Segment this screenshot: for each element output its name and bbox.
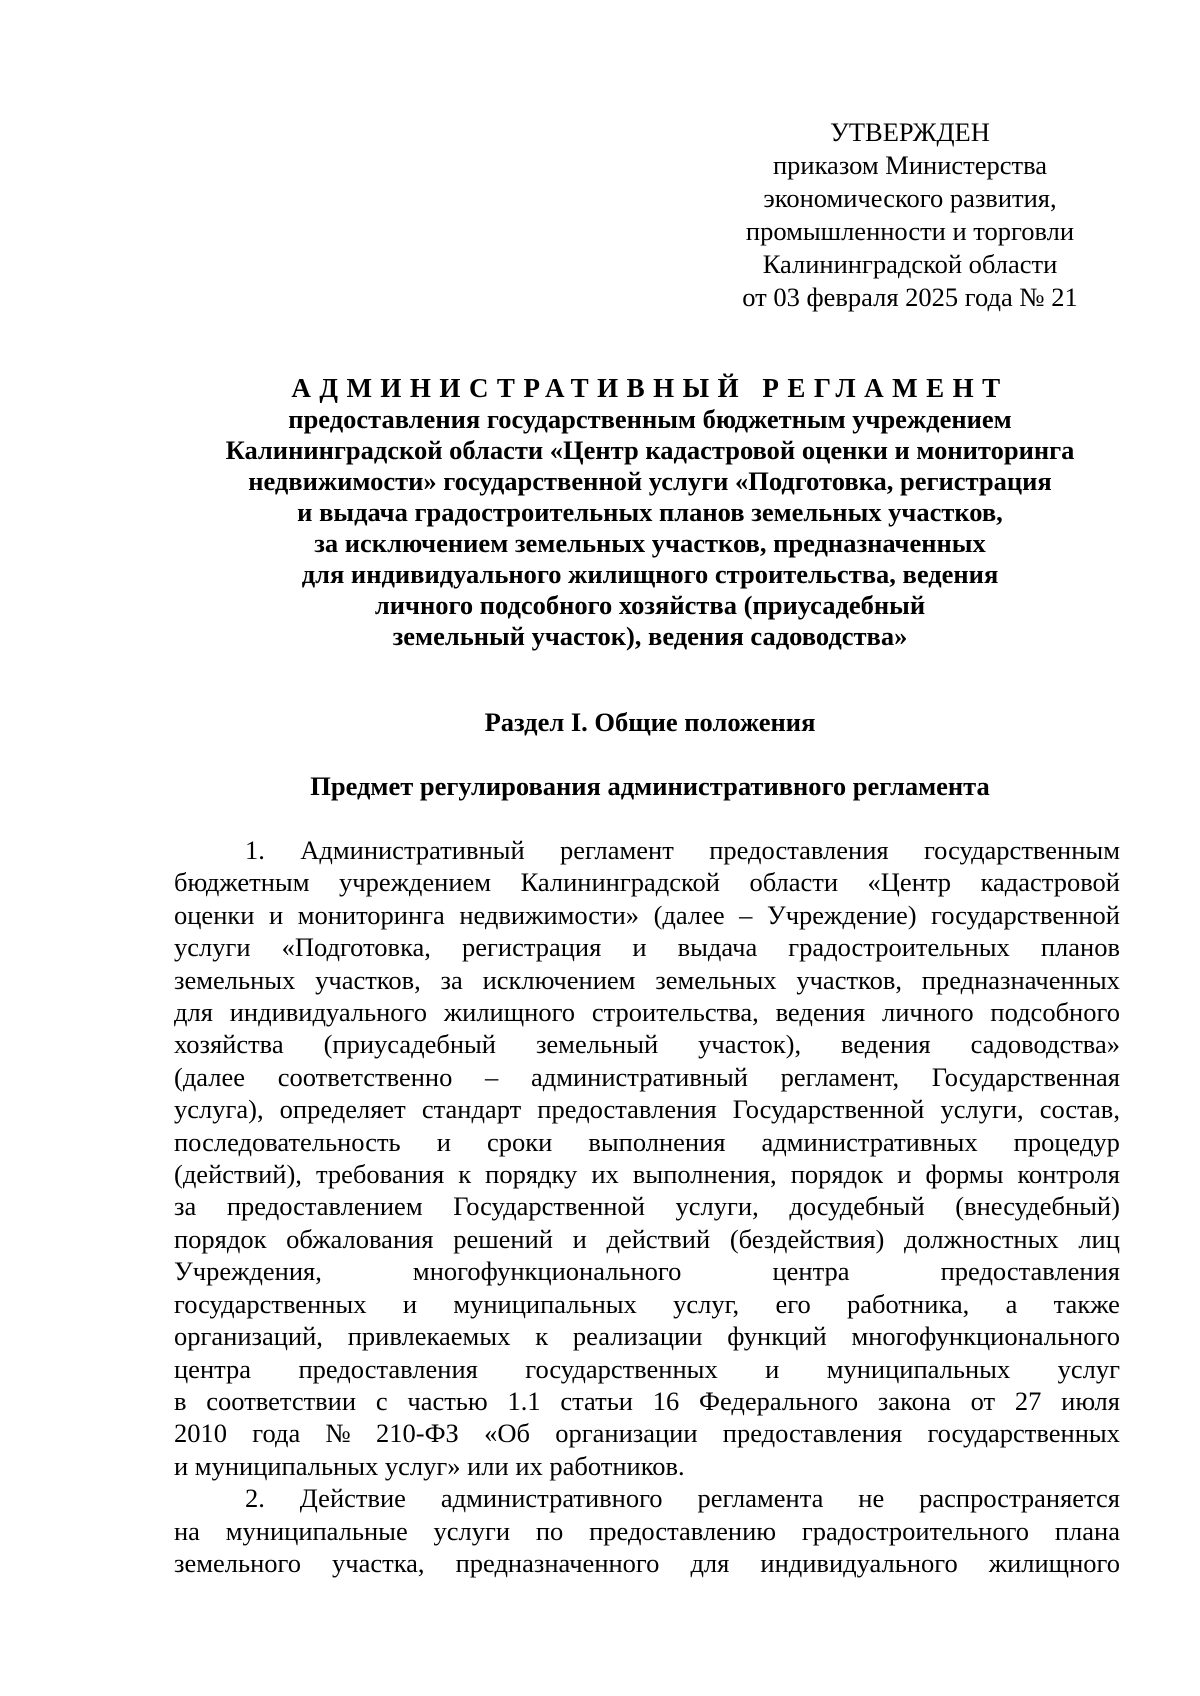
body-word: бюджетным [174, 867, 310, 898]
body-line [174, 964, 1120, 996]
body-word: административных [761, 1126, 978, 1157]
body-word: Федерального [699, 1385, 859, 1416]
body-word: (внесудебный) [955, 1191, 1120, 1222]
body-word: регламент [560, 835, 674, 865]
body-word: муниципальных [453, 1288, 637, 1319]
body-word: не [858, 1483, 885, 1514]
body-word: для [690, 1547, 730, 1578]
body-word: учреждением [339, 867, 492, 898]
body-word: центра [174, 1353, 252, 1384]
body-word: и [572, 1223, 587, 1254]
body-line [174, 834, 1120, 866]
body-word: стандарт [421, 1094, 522, 1125]
body-word: мониторинга [297, 899, 445, 930]
body-word: от [970, 1385, 996, 1416]
body-line [174, 996, 1120, 1028]
approval-line: экономического развития, [763, 183, 1057, 213]
body-word: услуги [174, 932, 251, 963]
body-word: жилищного [443, 997, 576, 1028]
body-word: за [440, 964, 463, 995]
body-word: предназначенных [921, 964, 1120, 995]
body-word: земельный [535, 1029, 659, 1060]
title-line: за исключением земельных участков, предназначенных [314, 528, 986, 558]
body-word: организации [555, 1418, 698, 1449]
body-word: услуги, [675, 1191, 759, 1222]
body-line [174, 1547, 1120, 1579]
body-paragraphs [174, 834, 1120, 1579]
document-title [140, 372, 1160, 652]
body-word: строительства, [591, 997, 759, 1028]
body-word: действий [606, 1223, 711, 1254]
title-line: личного подсобного хозяйства (приусадебный [374, 590, 926, 620]
body-word: (бездействия) [729, 1223, 885, 1254]
body-word: досудебный [789, 1191, 925, 1222]
body-line [174, 899, 1120, 931]
body-word: государственным [923, 835, 1120, 865]
body-word: состав, [1039, 1094, 1120, 1125]
body-word: земельного [174, 1547, 301, 1578]
body-word: обжалования [286, 1223, 434, 1254]
title-line: для индивидуального жилищного строительства, ведения [301, 559, 999, 589]
title-line: Калининградской области «Центр кадастровой оценки и мониторинга [225, 435, 1075, 465]
body-line [174, 931, 1120, 963]
body-word: решений [453, 1223, 553, 1254]
approval-line: от 03 февраля 2025 года № 21 [742, 282, 1078, 312]
body-word: организаций, [174, 1321, 323, 1352]
body-word: муниципальные [225, 1515, 408, 1546]
body-word: с [375, 1385, 388, 1416]
approval-line: приказом Министерства [772, 150, 1048, 180]
body-word: области [749, 867, 839, 898]
body-word: ведения [841, 1029, 931, 1060]
document-type-heading: АДМИНИСТРАТИВНЫЙ РЕГЛАМЕНТ [291, 373, 1009, 403]
title-line: предоставления государственным бюджетным учреждением [288, 404, 1012, 434]
body-word: к [535, 1321, 549, 1352]
body-word: 210-ФЗ [376, 1418, 459, 1449]
body-word: участков, [315, 964, 421, 995]
body-line [174, 1515, 1120, 1547]
body-word: индивидуального [229, 997, 428, 1028]
body-word: порядку [485, 1159, 578, 1190]
body-word: подсобного [990, 997, 1120, 1028]
body-word: распространяется [919, 1483, 1120, 1514]
body-word: и [436, 1126, 451, 1157]
body-word: по [535, 1515, 564, 1546]
body-word: земельных [655, 964, 777, 995]
body-word: личного [881, 997, 974, 1028]
body-word: услуги [433, 1515, 511, 1546]
body-word: порядок [174, 1223, 267, 1254]
body-word: «Центр [867, 867, 952, 898]
body-word: регламента [697, 1483, 824, 1514]
body-word: услуг [1057, 1353, 1120, 1384]
body-word: сроки [486, 1126, 553, 1157]
body-word: участков, [796, 964, 902, 995]
body-word: «Об [484, 1418, 530, 1449]
body-word: соответственно [277, 1061, 453, 1092]
body-word: также [1053, 1288, 1120, 1319]
body-word: а [1005, 1288, 1018, 1319]
body-word: многофункционального [851, 1321, 1120, 1352]
body-line [174, 1158, 1120, 1190]
body-word: административного [440, 1483, 663, 1514]
body-word: и [632, 932, 647, 963]
body-word: процедур [1013, 1126, 1120, 1157]
body-word: привлекаемых [347, 1321, 511, 1352]
body-word: в [174, 1385, 187, 1416]
body-word: требования [316, 1159, 445, 1190]
section-heading: Раздел I. Общие положения [484, 707, 816, 737]
body-line [174, 1320, 1120, 1352]
body-line [174, 1255, 1120, 1287]
body-word: на [174, 1515, 200, 1546]
body-line [174, 1482, 1120, 1514]
body-line [174, 1353, 1120, 1385]
title-line: недвижимости» государственной услуги «Подготовка, регистрация [248, 466, 1052, 496]
body-word: его [775, 1288, 811, 1319]
body-word: Административный [300, 835, 525, 865]
body-word: предоставления [709, 835, 889, 865]
body-word: регламент, [780, 1061, 900, 1092]
body-word: недвижимости» [459, 899, 640, 930]
body-word: исключением [482, 964, 636, 995]
body-word: № [325, 1418, 351, 1449]
body-word: Действие [299, 1483, 406, 1514]
body-word: «Подготовка, [281, 932, 431, 963]
approval-line: УТВЕРЖДЕН [830, 117, 990, 147]
body-word: жилищного [988, 1547, 1120, 1578]
body-line [174, 1126, 1120, 1158]
body-word: планов [1040, 932, 1120, 963]
body-word: градостроительного [801, 1515, 1030, 1546]
body-word: выполнения [588, 1126, 726, 1157]
body-word: (далее [174, 1061, 246, 1092]
body-word: центра [772, 1256, 850, 1287]
body-word: предназначенного [455, 1547, 660, 1578]
body-word: Государственная [931, 1061, 1120, 1092]
body-word: градостроительных [788, 932, 1010, 963]
body-word: последовательность [174, 1126, 401, 1157]
approval-line: промышленности и торговли [745, 216, 1075, 246]
body-word: 16 [652, 1385, 680, 1416]
body-word: услуг, [673, 1288, 740, 1319]
body-line [174, 1288, 1120, 1320]
body-word: услуга), [174, 1094, 264, 1125]
body-line [174, 1093, 1120, 1125]
body-word: работника, [847, 1288, 970, 1319]
body-word: частью [407, 1385, 488, 1416]
body-word: (приусадебный [323, 1029, 496, 1060]
subsection-heading: Предмет регулирования административного регламента [310, 771, 990, 801]
body-word: Калининградской [520, 867, 720, 898]
body-word: участок), [698, 1029, 802, 1060]
body-word: предоставления [940, 1256, 1120, 1287]
approval-stamp-block [700, 116, 1120, 314]
body-line [174, 1061, 1120, 1093]
body-word: закона [877, 1385, 951, 1416]
body-word: услуги, [940, 1094, 1024, 1125]
title-line: и выдача градостроительных планов земельных участков, [297, 497, 1003, 527]
body-word: – [739, 899, 753, 930]
body-line [174, 866, 1120, 898]
body-word: предоставления [722, 1418, 903, 1449]
body-word: Государственной [453, 1191, 645, 1222]
body-word: 2010 [174, 1418, 227, 1449]
body-word: функций [727, 1321, 827, 1352]
body-word: государственных [927, 1418, 1120, 1449]
body-line [174, 1190, 1120, 1222]
body-word: предоставления [298, 1353, 478, 1384]
body-word: для [174, 997, 213, 1028]
body-word: 1.1 [507, 1385, 541, 1416]
body-line [174, 1417, 1120, 1449]
body-word: индивидуального [760, 1547, 958, 1578]
body-word: 1. [245, 835, 265, 865]
body-word: и [765, 1353, 780, 1384]
body-word: муниципальных [826, 1353, 1011, 1384]
body-word: участка, [332, 1547, 425, 1578]
body-word: реализации [572, 1321, 703, 1352]
body-word: государственной [931, 899, 1120, 930]
body-word: должностных [904, 1223, 1059, 1254]
body-word: статьи [560, 1385, 633, 1416]
body-word: (действий), [174, 1159, 302, 1190]
body-word: лиц [1078, 1223, 1120, 1254]
body-word: Учреждения, [174, 1256, 322, 1287]
body-word: Государственной [732, 1094, 925, 1125]
approval-line: Калининградской области [762, 249, 1058, 279]
body-line [174, 1223, 1120, 1255]
body-word: определяет [279, 1094, 406, 1125]
body-word: контроля [1017, 1159, 1120, 1190]
body-word: государственных [174, 1288, 367, 1319]
body-line [174, 1385, 1120, 1417]
body-word: административный [530, 1061, 748, 1092]
body-word: за [174, 1191, 197, 1222]
body-word: оценки [174, 899, 255, 930]
body-word: и [402, 1288, 418, 1319]
body-word: Учреждение) [766, 899, 917, 930]
body-word: выдача [677, 932, 758, 963]
body-word: плана [1054, 1515, 1120, 1546]
body-word: многофункционального [412, 1256, 682, 1287]
body-word: к [458, 1159, 472, 1190]
body-word: садоводства» [970, 1029, 1120, 1060]
body-word: – [485, 1061, 499, 1092]
body-word: формы [925, 1159, 1004, 1190]
body-word: порядок [790, 1159, 884, 1190]
body-word: кадастровой [980, 867, 1120, 898]
body-word: регистрация [462, 932, 602, 963]
body-line [174, 1028, 1120, 1060]
body-word: (далее [653, 899, 725, 930]
body-word: и [897, 1159, 912, 1190]
body-word: соответствии [206, 1385, 357, 1416]
body-word: и [268, 899, 284, 930]
body-word: июля [1061, 1385, 1120, 1416]
body-word: выполнения, [632, 1159, 777, 1190]
body-word: ведения [775, 997, 866, 1028]
body-word: государственных [525, 1353, 718, 1384]
body-word: 2. [245, 1483, 265, 1514]
body-line: и муниципальных услуг» или их работников. [174, 1450, 685, 1481]
body-word: 27 [1014, 1385, 1042, 1416]
body-word: земельных [174, 964, 296, 995]
body-word: предоставлению [589, 1515, 777, 1546]
title-line: земельный участок), ведения садоводства» [392, 621, 908, 651]
body-word: их [591, 1159, 619, 1190]
body-word: предоставления [537, 1094, 717, 1125]
body-word: года [252, 1418, 301, 1449]
body-word: предоставлением [226, 1191, 423, 1222]
body-word: хозяйства [174, 1029, 284, 1060]
